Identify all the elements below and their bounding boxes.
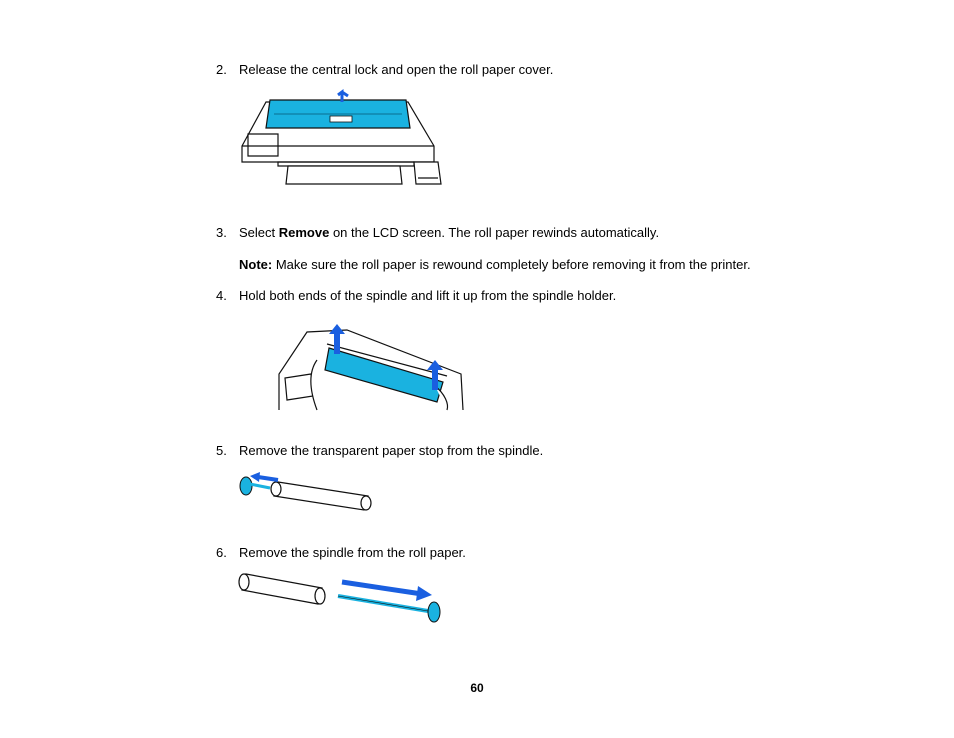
step-3 bbox=[216, 225, 659, 241]
remove-paper-stop-illustration bbox=[238, 470, 380, 514]
step-2 bbox=[216, 62, 553, 78]
step-text-post: on the LCD screen. The roll paper rewinds automatically. bbox=[329, 225, 660, 240]
step-number: 2. bbox=[216, 62, 227, 77]
step-4 bbox=[216, 288, 616, 304]
step-text: Remove the transparent paper stop from the spindle. bbox=[239, 443, 544, 458]
step-number: 6. bbox=[216, 545, 227, 560]
note-text: Make sure the roll paper is rewound completely before removing it from the printer. bbox=[272, 257, 751, 272]
lift-spindle-illustration bbox=[277, 324, 467, 412]
step-text-bold: Remove bbox=[278, 225, 330, 240]
step-text-pre: Select bbox=[239, 225, 279, 240]
remove-spindle-illustration bbox=[238, 570, 444, 626]
step-text: Remove the spindle from the roll paper. bbox=[239, 545, 466, 560]
page-number: 60 bbox=[470, 681, 484, 695]
step-text: Hold both ends of the spindle and lift it up from the spindle holder. bbox=[239, 288, 617, 303]
step-text: Release the central lock and open the roll paper cover. bbox=[239, 62, 554, 77]
step-number: 3. bbox=[216, 225, 227, 240]
step-5 bbox=[216, 443, 543, 459]
note-label: Note: bbox=[239, 257, 273, 272]
step-number: 4. bbox=[216, 288, 227, 303]
printer-open-cover-illustration bbox=[238, 88, 444, 190]
step-number: 5. bbox=[216, 443, 227, 458]
step-6 bbox=[216, 545, 466, 561]
note bbox=[239, 257, 751, 273]
